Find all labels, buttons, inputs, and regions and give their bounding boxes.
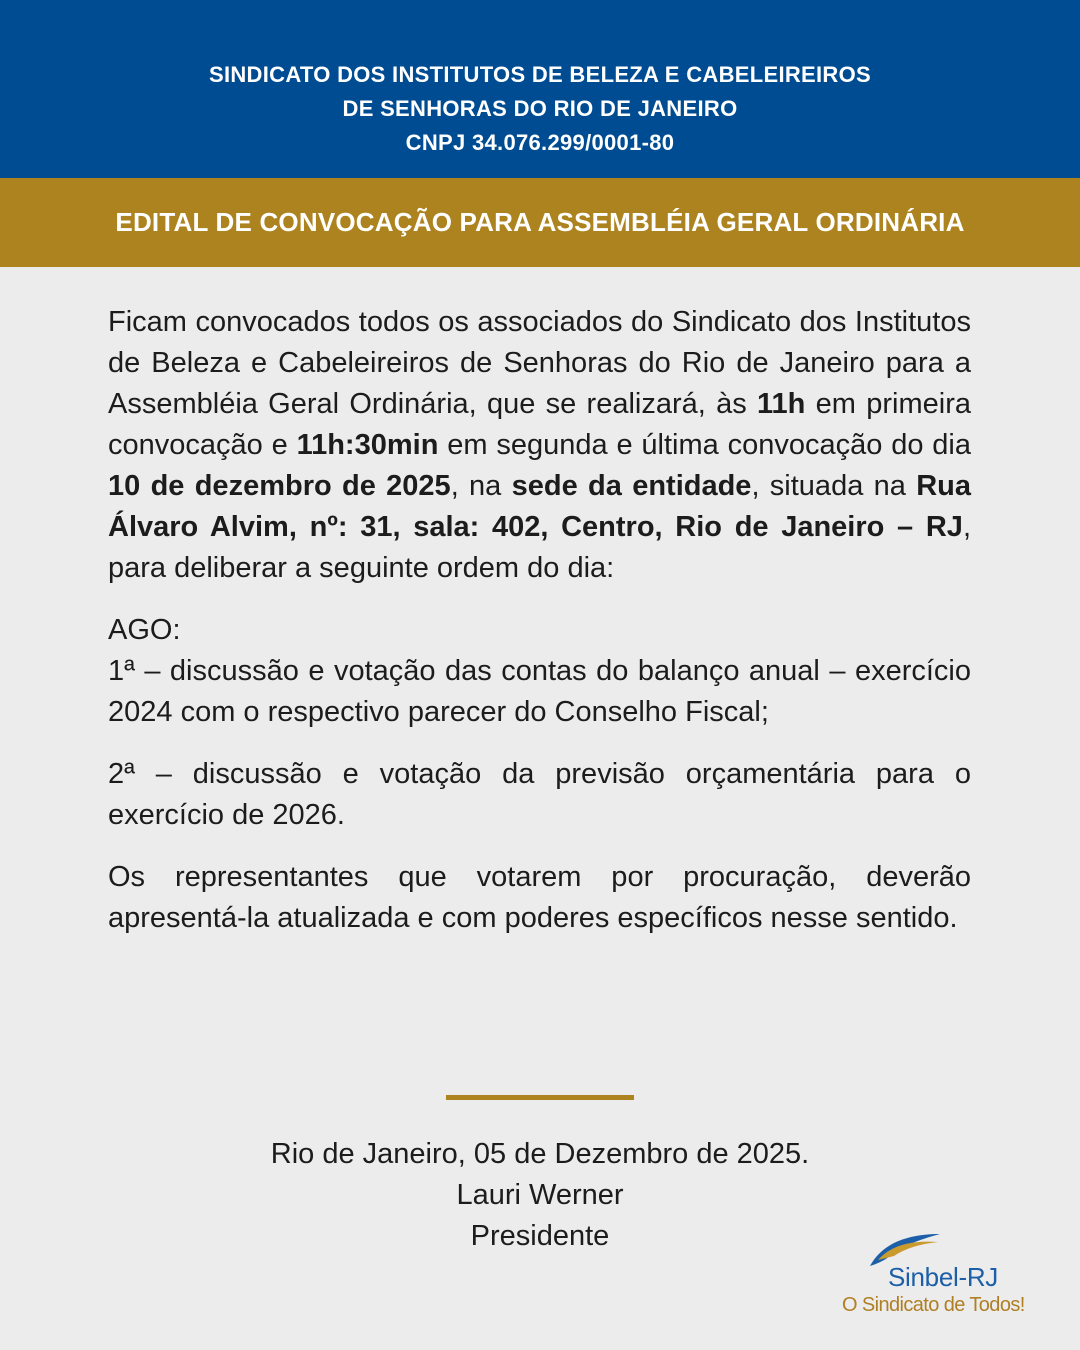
agenda-block (108, 610, 971, 733)
cnpj-number: CNPJ 34.076.299/0001-80 (405, 130, 675, 155)
union-name-line-2: DE SENHORAS DO RIO DE JANEIRO (342, 96, 738, 121)
document-body (108, 302, 971, 960)
logo-brand-text: Sinbel-RJ (888, 1262, 999, 1292)
venue: sede da entidade (511, 470, 752, 502)
convocation-paragraph: Ficam convocados todos os associados do Sindicato dos Institutos de Beleza e Cabeleireiros de Senhoras do Rio de Janeiro para a Assembléia Geral Ordinária, que se realizará, às 11h em primeira convocação e 11h:30min em segunda e última convocação do dia 10 de dezembro de 2025, na sede da entidade, situada na Rua Álvaro Alvim, nº: 31, sala: 402, Centro, Rio de Janeiro – RJ, para deliberar a seguinte ordem do dia: (108, 306, 971, 584)
meeting-date: 10 de dezembro de 2025 (108, 470, 451, 502)
first-call-time: 11h (757, 388, 806, 420)
header-banner (0, 0, 1080, 178)
agenda-item-2: 2ª – discussão e votação da previsão orçamentária para o exercício de 2026. (108, 758, 971, 831)
agenda-item-1: 1ª – discussão e votação das contas do balanço anual – exercício 2024 com o respectivo parecer do Conselho Fiscal; (108, 655, 971, 728)
sinbel-logo (836, 1228, 1052, 1328)
gold-divider (446, 1095, 634, 1100)
agenda-label: AGO: (108, 614, 181, 646)
proxy-paragraph: Os representantes que votarem por procuração, deverão apresentá-la atualizada e com poderes específicos nesse sentido. (108, 861, 971, 934)
signer-name: Lauri Werner (456, 1179, 624, 1211)
document-title: EDITAL DE CONVOCAÇÃO PARA ASSEMBLÉIA GERAL ORDINÁRIA (0, 178, 1080, 267)
address: Rua Álvaro Alvim, nº: 31, sala: 402, Centro, Rio de Janeiro – RJ (108, 470, 971, 543)
second-call-time: 11h:30min (296, 429, 439, 461)
place-date: Rio de Janeiro, 05 de Dezembro de 2025. (270, 1138, 810, 1170)
signer-role: Presidente (470, 1220, 610, 1252)
union-name-line-1: SINDICATO DOS INSTITUTOS DE BELEZA E CABELEIREIROS (208, 62, 872, 87)
logo-tagline: O Sindicato de Todos! (842, 1294, 1025, 1316)
